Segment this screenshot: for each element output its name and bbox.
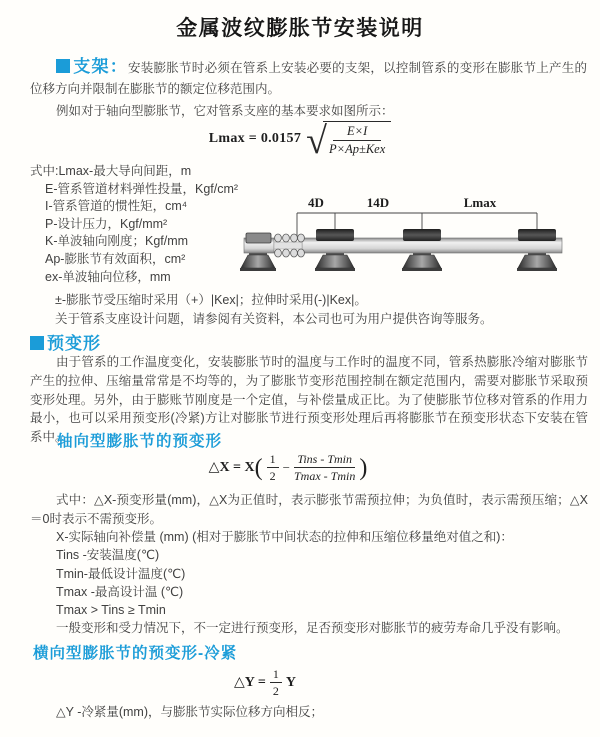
- bellows-core: [274, 242, 302, 249]
- consult-note: 关于管系支座设计问题，请参阅有关资料，本公司也可为用户提供咨询等服务。: [55, 312, 493, 326]
- definition-line: ex-单波轴向位移，mm: [45, 269, 171, 284]
- dimension-label-4d: 4D: [308, 195, 324, 210]
- fraction-denominator: 2: [272, 684, 279, 698]
- plus-minus-note: ±-膨胀节受压缩时采用（+）|Kex|；拉伸时采用(-)|Kex|。: [55, 293, 367, 307]
- fraction-numerator: 1: [270, 667, 282, 683]
- section-bullet-square: [56, 59, 70, 73]
- anchor-support: [240, 251, 276, 271]
- predeform-paragraph: 由于管系的工作温度变化，安装膨胀节时的温度与工作时的温度不同，管系热膨胀冷缩对膨胀节产生的拉伸、压缩量常常是不均等的，为了膨胀节变形范围控制在额定范围内，需要对膨胀节采取预变形处理。另外，由于膨账节刚度是一个定值，与补偿量成正比。为了使膨胀节位移对管系的作用力最小，也可以采用预变形(冷紧)方让对膨胀节进行预变形处理后再将膨胀节在预变形状态下安装在管系中。: [30, 355, 588, 445]
- one-half-fraction: [270, 667, 282, 698]
- lateral-subheading: 横向型膨胀节的预变形-冷紧: [33, 645, 238, 662]
- axial-note-line: Tins -安装温度(℃): [56, 548, 160, 563]
- definition-line: E-管系管道材料弹性投量，Kgf/cm²: [45, 181, 239, 196]
- axial-notes-block: [30, 491, 588, 637]
- lateral-formula: [0, 667, 565, 698]
- lateral-note: △Y -冷紧量(mm)，与膨胀节实际位移方向相反；: [56, 705, 324, 719]
- fraction-denominator: 2: [269, 469, 276, 483]
- one-half-fraction: [267, 452, 279, 483]
- axial-note-line: Tmin-最低设计温度(℃): [56, 566, 186, 581]
- definition-line: P-设计压力，Kgf/mm²: [45, 216, 168, 231]
- fraction-denominator: Tmax - Tmin: [293, 469, 356, 483]
- lmax-formula-numerator: E×I: [333, 124, 381, 141]
- fraction-numerator: Tins - Tmin: [294, 452, 355, 468]
- axial-note-line: Tmax > Tins ≥ Tmin: [56, 603, 166, 617]
- guide-clamp: [403, 229, 441, 241]
- support-intro-text: 安装膨胀节时必须在管系上安装必要的支架，以控制管系的变形在膨胀节上产生的位移方向并限制在膨胀节的额定位移范围内。: [30, 61, 587, 96]
- guide-support: [402, 251, 442, 271]
- pipe-support-diagram: [240, 188, 600, 290]
- lmax-formula-fraction: [323, 121, 391, 157]
- axial-formula: [0, 452, 588, 483]
- definition-line: K-单波轴向刚度；Kgf/mm: [45, 234, 189, 249]
- symbol-definition-list: [30, 163, 238, 286]
- axial-note-line: 一般变形和受力情况下，不一定进行预变形，足否预变形对膨胀节的疲劳寿命几乎没有影响。: [56, 621, 569, 636]
- definition-line: Ap-膨胀节有效面积，cm²: [45, 251, 186, 266]
- definition-line: 式中:Lmax-最大导向间距，m: [30, 164, 192, 178]
- lmax-formula-lhs: Lmax = 0.0157: [208, 131, 302, 146]
- anchor-clamp: [246, 233, 271, 243]
- left-paren: (: [254, 454, 263, 481]
- radical-sign-icon: √: [306, 120, 327, 162]
- right-paren: ): [359, 454, 368, 481]
- support-intro-paragraph: [30, 56, 587, 100]
- minus-sign: −: [282, 459, 290, 475]
- lateral-formula-rhs: Y: [285, 674, 296, 690]
- lmax-formula: [0, 120, 600, 162]
- support-example-line: 例如对于轴向型膨胀节，它对管系支座的基本要求如图所示：: [56, 104, 394, 118]
- guide-support: [315, 251, 355, 271]
- fraction-numerator: 1: [267, 452, 279, 468]
- page-title: 金属波纹膨胀节安装说明: [176, 17, 424, 40]
- axial-note-line: X-实际轴向补偿量 (mm) (相对于膨胀节中间状态的拉伸和压缩位移量绝对值之和)：: [56, 530, 513, 545]
- section-bullet-square: [30, 336, 44, 350]
- predeform-section-header: [30, 329, 101, 354]
- temperature-fraction: [294, 452, 355, 483]
- support-section-heading: 支架：: [73, 57, 129, 76]
- lmax-formula-denominator: P×Ap±Kex: [329, 142, 386, 156]
- axial-subheading: 轴向型膨胀节的预变形: [57, 433, 223, 450]
- axial-formula-prefix: △X = X: [208, 460, 255, 475]
- predeform-section-heading: 预变形: [47, 334, 101, 353]
- guide-clamp: [316, 229, 354, 241]
- dimension-label-14d: 14D: [366, 195, 390, 210]
- guide-clamp: [518, 229, 556, 241]
- definition-line: I-管系管道的惯性矩，cm⁴: [45, 199, 188, 214]
- dimension-label-lmax: Lmax: [463, 195, 497, 210]
- lateral-formula-lhs: △Y =: [234, 675, 266, 690]
- axial-explain: 式中：△X-预变形量(mm)，△X为正值时，表示膨张节需预拉伸；为负值时，表示需预压缩；△X＝0时表示不需预变形。: [30, 493, 588, 526]
- axial-note-line: Tmax -最高设计温 (℃): [56, 584, 184, 599]
- guide-support: [517, 251, 557, 271]
